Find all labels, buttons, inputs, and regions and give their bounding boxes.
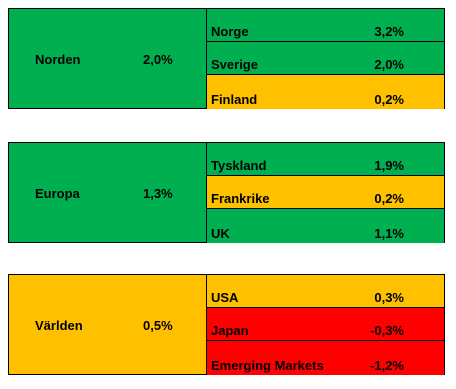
country-name: Tyskland [211, 158, 267, 173]
country-rows [207, 143, 444, 242]
country-name: Sverige [211, 57, 258, 72]
country-value: 1,9% [374, 158, 404, 173]
country-row [207, 341, 444, 375]
country-value: 2,0% [374, 57, 404, 72]
country-value: -0,3% [370, 323, 404, 338]
region-name: Norden [35, 52, 81, 67]
country-name: Emerging Markets [211, 358, 324, 373]
country-row [207, 143, 444, 176]
country-rows [207, 275, 444, 374]
region-name: Europa [35, 186, 80, 201]
country-name: Finland [211, 92, 258, 107]
region-value: 1,3% [143, 186, 173, 201]
country-row [207, 42, 444, 75]
country-name: UK [211, 226, 230, 241]
country-value: 0,3% [374, 290, 404, 305]
region-cell [9, 275, 207, 374]
country-row [207, 9, 444, 42]
country-name: Norge [211, 24, 249, 39]
country-name: Frankrike [211, 191, 270, 206]
country-value: -1,2% [370, 358, 404, 373]
country-value: 1,1% [374, 226, 404, 241]
region-name: Världen [35, 318, 83, 333]
region-block-varlden [8, 274, 445, 375]
country-value: 0,2% [374, 92, 404, 107]
country-row [207, 209, 444, 243]
region-cell [9, 9, 207, 108]
country-value: 3,2% [374, 24, 404, 39]
country-row [207, 275, 444, 308]
country-row [207, 75, 444, 109]
region-value: 0,5% [143, 318, 173, 333]
country-value: 0,2% [374, 191, 404, 206]
country-row [207, 176, 444, 209]
region-block-norden [8, 8, 445, 109]
region-block-europa [8, 142, 445, 243]
country-row [207, 308, 444, 341]
country-name: Japan [211, 323, 249, 338]
region-cell [9, 143, 207, 242]
region-value: 2,0% [143, 52, 173, 67]
country-rows [207, 9, 444, 108]
country-name: USA [211, 290, 239, 305]
